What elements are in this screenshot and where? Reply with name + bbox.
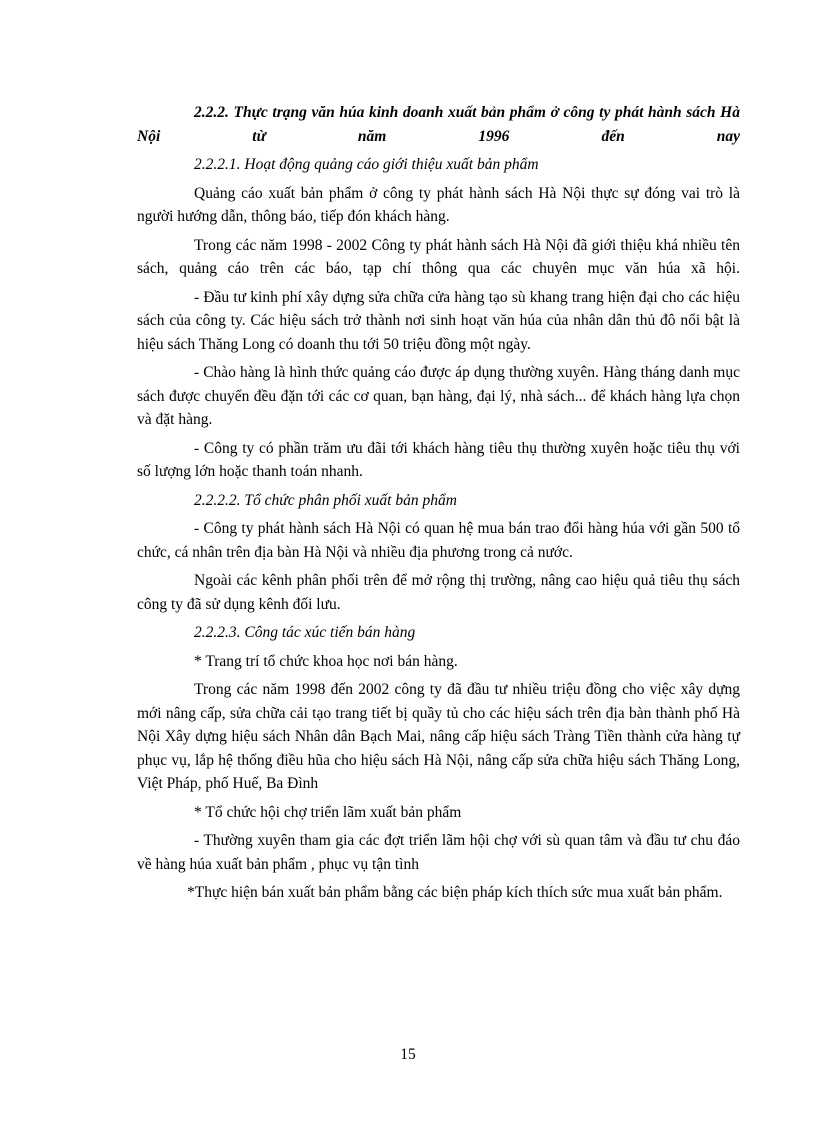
paragraph: - Đầu tư kinh phí xây dựng sửa chữa cửa hàng tạo sù khang trang hiện đại cho các hiệu sách của công ty. Các hiệu sách trở thành nơi sinh hoạt văn húa của nhân dân thủ đô nổi bật là hiệu sách Thăng Long có doanh thu tới 50 triệu đồng một ngày. [137,288,740,353]
paragraph: *Thực hiện bán xuất bản phẩm bằng các biện pháp kích thích sức mua xuất bản phẩm. [187,884,723,901]
paragraph: Trong các năm 1998 đến 2002 công ty đã đầu tư nhiều triệu đồng cho việc xây dựng mới nâng cấp, sửa chữa cải tạo trang tiết bị quầy tủ cho các hiệu sách trên địa bàn thành phố Hà Nội Xây dựng hiệu sách Nhân dân Bạch Mai, nâng cấp hiệu sách Tràng Tiền thành cửa hàng tự phục vụ, lắp hệ thống điều hũa cho hiệu sách Hà Nội, nâng cấp sửa chữa hiệu sách Thăng Long, Việt Pháp, phố Huế, Ba Đình [137,681,740,792]
paragraph: Quảng cáo xuất bản phẩm ở công ty phát hành sách Hà Nội thực sự đóng vai trò là người hướng dẫn, thông báo, tiếp đón khách hàng. [137,184,740,225]
paragraph: Trong các năm 1998 - 2002 Công ty phát hành sách Hà Nội đã giới thiệu khá nhiều tên sách, quảng cáo trên các báo, tạp chí thông qua các chuyên mục văn húa xã hội. [137,236,740,277]
paragraph: - Công ty phát hành sách Hà Nội có quan hệ mua bán trao đổi hàng húa với gần 500 tổ chức, cá nhân trên địa bàn Hà Nội và nhiều địa phương trong cả nước. [137,520,740,561]
body-text [137,101,740,905]
page-number: 15 [400,1046,416,1063]
paragraph: - Thường xuyên tham gia các đợt triển lãm hội chợ với sù quan tâm và đầu tư chu đáo về hàng húa xuất bản phẩm , phục vụ tận tình [137,832,740,873]
paragraph: Ngoài các kênh phân phối trên để mở rộng thị trường, nâng cao hiệu quả tiêu thụ sách công ty đã sử dụng kênh đối lưu. [137,572,740,613]
paragraph: * Trang trí tổ chức khoa học nơi bán hàng. [194,652,458,670]
section-title: 2.2.2. Thực trạng văn húa kinh doanh xuất bản phẩm ở công ty phát hành sách Hà Nội từ năm 1996 đến nay [137,104,740,145]
subsection-title-2: 2.2.2.2. Tổ chức phân phối xuất bản phẩm [194,491,457,509]
paragraph: - Chào hàng là hình thức quảng cáo được áp dụng thường xuyên. Hàng tháng danh mục sách được chuyển đều đặn tới các cơ quan, bạn hàng, đại lý, nhà sách... để khách hàng lựa chọn và đặt hàng. [137,364,740,428]
subsection-title-3: 2.2.2.3. Công tác xúc tiến bán hàng [194,624,416,641]
paragraph: * Tổ chức hội chợ triển lãm xuất bản phẩm [194,803,462,821]
subsection-title-1: 2.2.2.1. Hoạt động quảng cáo giới thiệu xuất bản phẩm [194,156,539,173]
paragraph: - Công ty có phần trăm ưu đãi tới khách hàng tiêu thụ thường xuyên hoặc tiêu thụ với số lượng lớn hoặc thanh toán nhanh. [137,439,740,480]
